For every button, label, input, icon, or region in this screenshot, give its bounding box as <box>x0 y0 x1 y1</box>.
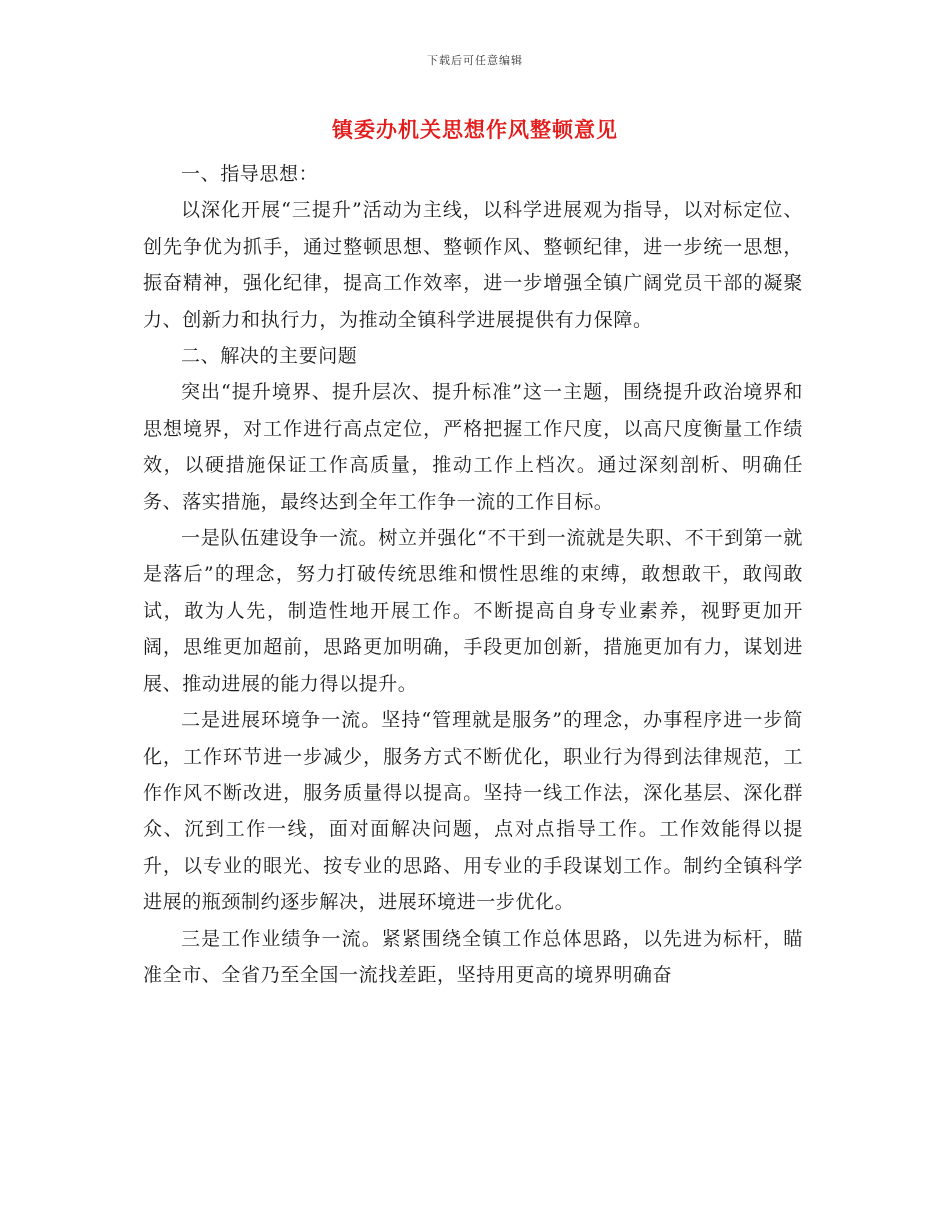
paragraph-guiding-thought: 以深化开展“三提升”活动为主线，以科学进展观为指导，以对标定位、创先争优为抓手，通过整顿思想、整顿作风、整顿纪律，进一步统一思想，振奋精神，强化纪律，提高工作效率，进一步增强全镇广阔党员干部的凝聚力、创新力和执行力，为推动全镇科学进展提供有力保障。 <box>143 199 803 331</box>
paragraph-team-building: 一是队伍建设争一流。树立并强化“不干到一流就是失职、不干到第一就是落后”的理念，努力打破传统思维和惯性思维的束缚，敢想敢干，敢闯敢试，敢为人先，制造性地开展工作。不断提高自身专业素养，视野更加开阔，思维更加超前，思路更加明确，手段更加创新，措施更加有力，谋划进展、推动进展的能力得以提升。 <box>143 527 803 695</box>
document-title: 镇委办机关思想作风整顿意见 <box>332 117 618 142</box>
paragraph-work-performance: 三是工作业绩争一流。紧紧围绕全镇工作总体思路，以先进为标杆，瞄准全市、全省乃至全国一流找差距，坚持用更高的境界明确奋 <box>143 927 803 986</box>
paragraph-main-problems: 突出“提升境界、提升层次、提升标准”这一主题，围绕提升政治境界和思想境界，对工作进行高点定位，严格把握工作尺度，以高尺度衡量工作绩效，以硬措施保证工作高质量，推动工作上档次。通过深刻剖析、明确任务、落实措施，最终达到全年工作争一流的工作目标。 <box>143 381 803 513</box>
section-heading-main-problems: 二、解决的主要问题 <box>181 345 358 368</box>
page-header-note: 下载后可任意编辑 <box>427 54 523 67</box>
section-heading-guiding-thought: 一、指导思想： <box>181 163 319 185</box>
paragraph-development-environment: 二是进展环境争一流。坚持“管理就是服务”的理念，办事程序进一步简化，工作环节进一步减少，服务方式不断优化，职业行为得到法律规范，工作作风不断改进，服务质量得以提高。坚持一线工作法，深化基层、深化群众、沉到工作一线，面对面解决问题，点对点指导工作。工作效能得以提升，以专业的眼光、按专业的思路、用专业的手段谋划工作。制约全镇科学进展的瓶颈制约逐步解决，进展环境进一步优化。 <box>143 709 803 914</box>
document-body <box>143 156 803 993</box>
